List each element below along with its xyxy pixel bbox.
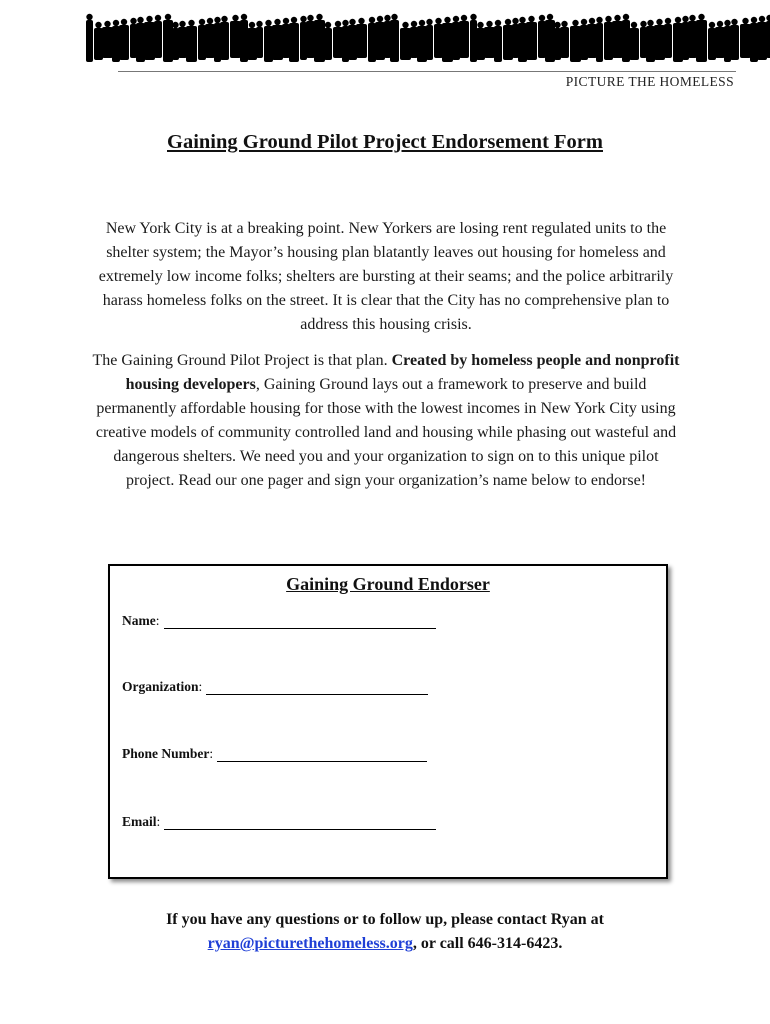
email-field [122,814,436,830]
intro-paragraph: New York City is at a breaking point. New Yorkers are losing rent regulated units to the shelter system; the Mayor’s housing plan blatantly leaves out housing for homeless and extremely low income folks; shelters are bursting at their seams; and the police arbitrarily harass homeless folks on the street. It is clear that the City has no comprehensive plan to address this housing crisis. [98,220,674,333]
colon: : [198,679,203,694]
contact-email-link[interactable]: ryan@picturethehomeless.org [207,935,413,952]
page-title: Gaining Ground Pilot Project Endorsement Form [167,131,603,153]
name-label: Name [122,613,156,628]
phone-input[interactable] [217,749,427,762]
org-name: PICTURE THE HOMELESS [565,74,734,89]
plan-paragraph-bold: Created by homeless people and nonprofit housing developers [125,352,680,393]
email-label: Email [122,814,157,829]
contact-line1: If you have any questions or to follow up, please contact Ryan at [166,911,604,928]
contact-line2 [0,932,770,956]
header-rule [118,71,736,72]
plan-paragraph-intro: The Gaining Ground Pilot Project is that plan. [92,352,392,369]
email-input[interactable] [164,817,436,830]
crowd-silhouette-banner-icon [84,10,770,68]
endorser-form [108,564,668,879]
plan-paragraph-rest: , Gaining Ground lays out a framework to preserve and build permanently affordable housing for those with the lowest incomes in New York City using creative models of community controlled land and housing while phasing out wasteful and dangerous shelters. We need you and your organization to sign on to this unique pilot project. Read our one pager and sign your organization’s name below to endorse! [95,376,677,489]
phone-field [122,746,427,762]
contact-phone-text: , or call 646-314-6423. [412,935,563,952]
phone-label: Phone Number [122,746,210,761]
plan-paragraph [90,349,682,493]
name-input[interactable] [164,616,436,629]
contact-info [0,908,770,956]
organization-label: Organization [122,679,199,694]
organization-field [122,679,428,695]
colon: : [156,814,161,829]
form-title: Gaining Ground Endorser [286,574,490,594]
colon: : [209,746,214,761]
colon: : [155,613,160,628]
name-field [122,613,436,629]
organization-input[interactable] [206,682,428,695]
